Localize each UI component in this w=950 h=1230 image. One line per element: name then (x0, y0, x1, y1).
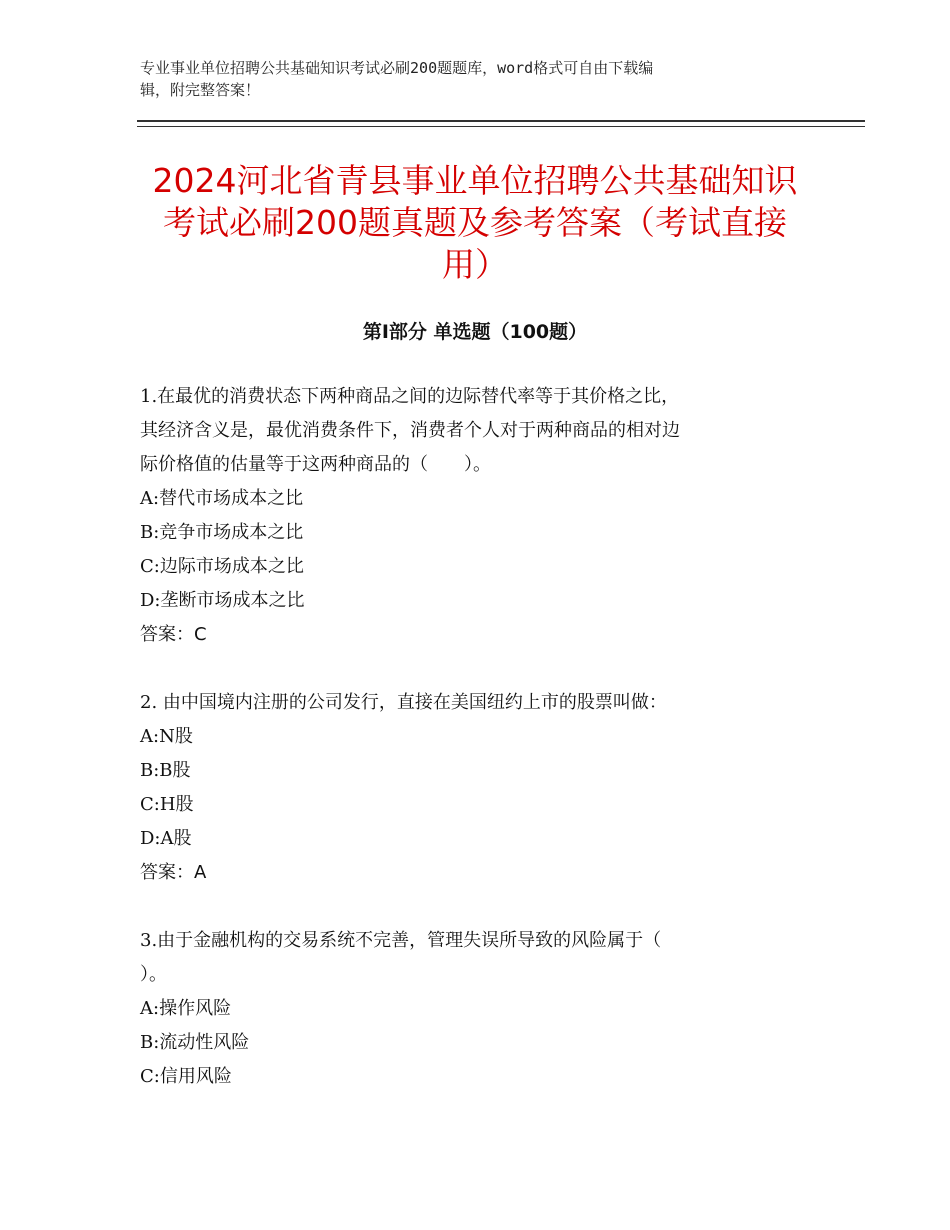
option-b: B:流动性风险 (140, 1032, 250, 1053)
option-c: C:边际市场成本之比 (140, 556, 304, 577)
header-divider-thick (137, 120, 865, 122)
answer-line: 答案：C (140, 624, 207, 645)
question-stem-line: 际价格值的估量等于这两种商品的（ ）。 (140, 454, 491, 475)
option-a: A:替代市场成本之比 (140, 488, 304, 509)
option-d: D:A股 (140, 828, 192, 849)
header-note-line: 专业事业单位招聘公共基础知识考试必刷200题题库，word格式可自由下载编 (140, 59, 654, 77)
title-line: 2024河北省青县事业单位招聘公共基础知识 (152, 161, 798, 200)
header-note-line: 辑，附完整答案！ (140, 81, 261, 99)
answer-line: 答案：A (140, 862, 207, 883)
document-title (120, 160, 830, 286)
title-line: 用） (442, 245, 508, 284)
header-note (140, 57, 800, 101)
option-c: C:H股 (140, 794, 194, 815)
option-b: B:B股 (140, 760, 191, 781)
question-stem-line: 其经济含义是，最优消费条件下，消费者个人对于两种商品的相对边 (140, 420, 680, 441)
question-stem-line: 2. 由中国境内注册的公司发行，直接在美国纽约上市的股票叫做： (140, 692, 667, 713)
question-3 (140, 924, 820, 1094)
question-stem-line: 1.在最优的消费状态下两种商品之间的边际替代率等于其价格之比， (140, 386, 680, 407)
header-divider-thin (137, 126, 865, 127)
title-line: 考试必刷200题真题及参考答案（考试直接 (163, 203, 787, 242)
option-b: B:竞争市场成本之比 (140, 522, 304, 543)
question-list (140, 380, 820, 1128)
question-1 (140, 380, 820, 652)
section-title: 第Ⅰ部分 单选题（100题） (362, 321, 588, 343)
question-2 (140, 686, 820, 890)
question-stem-line: 3.由于金融机构的交易系统不完善，管理失误所导致的风险属于（ (140, 930, 662, 951)
option-c: C:信用风险 (140, 1066, 232, 1087)
question-stem-line: ）。 (140, 964, 167, 985)
option-a: A:N股 (140, 726, 193, 747)
option-d: D:垄断市场成本之比 (140, 590, 305, 611)
option-a: A:操作风险 (140, 998, 232, 1019)
